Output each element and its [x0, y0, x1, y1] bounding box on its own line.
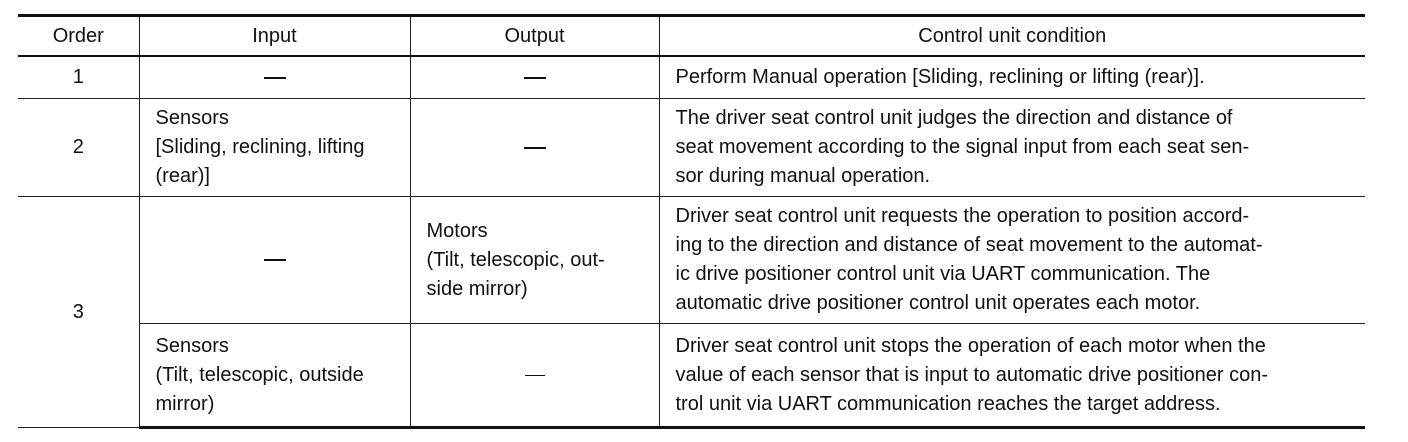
- condition-cell: [659, 99, 1365, 197]
- dash-mark: [524, 77, 546, 79]
- output-line: Motors: [426, 219, 488, 242]
- condition-line: Driver seat control unit requests the operation to position accord-: [675, 205, 1250, 227]
- dash-mark: [264, 259, 286, 261]
- table-row: [18, 99, 1365, 197]
- dash-mark: [264, 77, 286, 79]
- header-output: Output: [410, 16, 659, 57]
- order-cell: 1: [18, 56, 139, 99]
- condition-cell: Perform Manual operation [Sliding, reclining or lifting (rear)].: [659, 56, 1365, 99]
- operation-table: [18, 14, 1365, 429]
- output-cell: [410, 197, 659, 324]
- output-cell: [410, 99, 659, 197]
- condition-line: trol unit via UART communication reaches the target address.: [675, 392, 1221, 415]
- input-line: Sensors: [155, 107, 229, 129]
- table-row: [18, 197, 1365, 324]
- order-cell: 2: [18, 99, 139, 197]
- order-cell: 3: [18, 197, 139, 428]
- input-line: (Tilt, telescopic, outside: [155, 363, 364, 386]
- condition-line: The driver seat control unit judges the direction and distance of: [675, 107, 1233, 129]
- condition-line: ing to the direction and distance of seat movement to the automat-: [675, 234, 1263, 256]
- header-condition: Control unit condition: [659, 16, 1365, 57]
- output-line: (Tilt, telescopic, out-: [426, 248, 605, 271]
- condition-line: ic drive positioner control unit via UART communication. The: [675, 263, 1211, 285]
- condition-line: sor during manual operation.: [675, 165, 931, 187]
- condition-cell: [659, 324, 1365, 428]
- input-line: (rear)]: [155, 165, 210, 187]
- output-line: side mirror): [426, 277, 528, 300]
- output-cell: [410, 324, 659, 428]
- input-line: [Sliding, reclining, lifting: [155, 136, 365, 158]
- condition-line: seat movement according to the signal input from each seat sen-: [675, 136, 1250, 158]
- table-row: [18, 324, 1365, 428]
- condition-line: automatic drive positioner control unit operates each motor.: [675, 292, 1201, 314]
- condition-line: value of each sensor that is input to automatic drive positioner con-: [675, 363, 1269, 386]
- input-cell: [139, 197, 410, 324]
- dash-mark: [524, 147, 546, 149]
- input-cell: [139, 324, 410, 428]
- dash-mark: [525, 375, 545, 376]
- condition-line: Driver seat control unit stops the operation of each motor when the: [675, 334, 1266, 357]
- table-row: [18, 56, 1365, 99]
- output-cell: [410, 56, 659, 99]
- input-line: mirror): [155, 392, 215, 415]
- header-row: [18, 16, 1365, 57]
- input-line: Sensors: [155, 334, 229, 357]
- header-order: Order: [18, 16, 139, 57]
- header-input: Input: [139, 16, 410, 57]
- input-cell: [139, 56, 410, 99]
- input-cell: [139, 99, 410, 197]
- condition-cell: [659, 197, 1365, 324]
